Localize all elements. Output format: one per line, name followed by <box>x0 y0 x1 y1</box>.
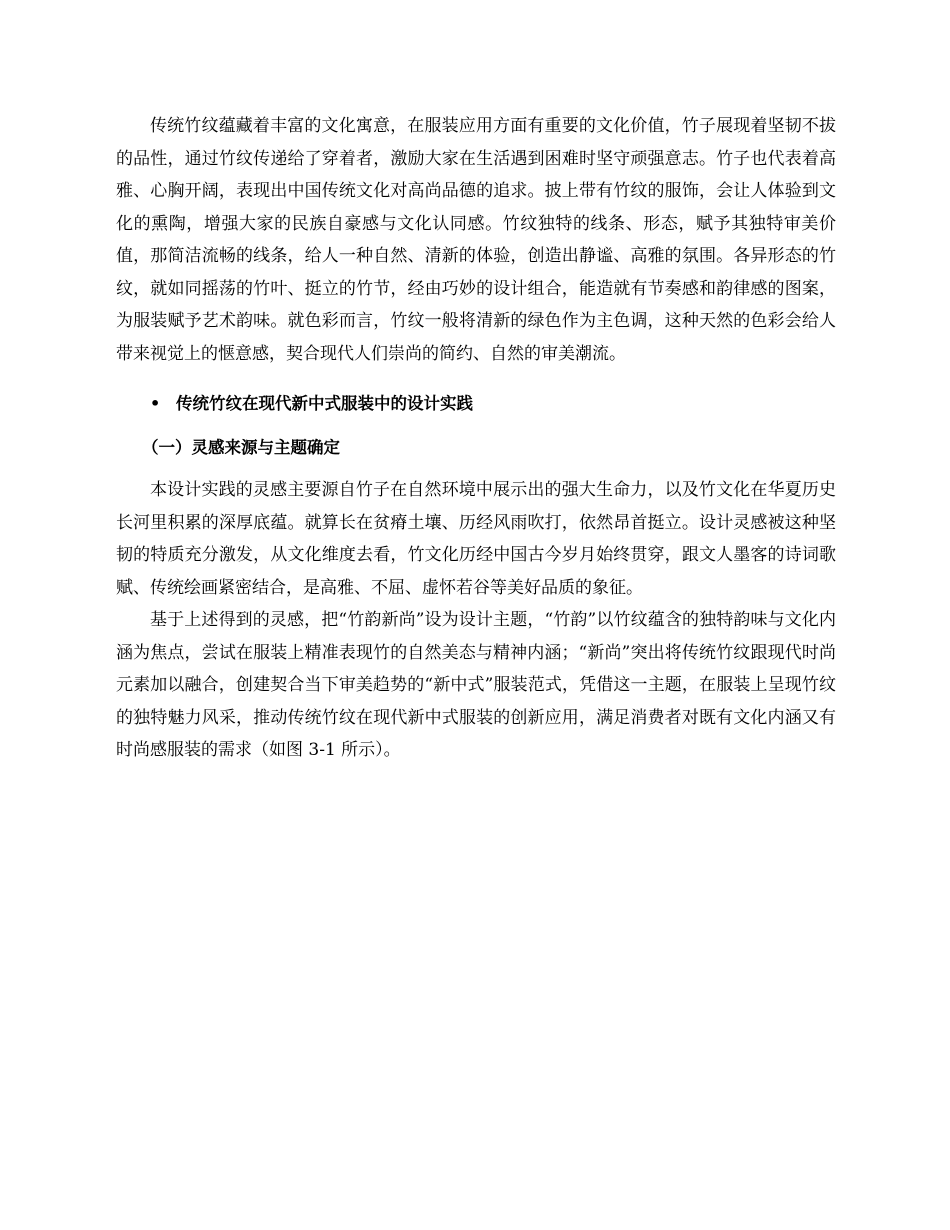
section-heading-text: 传统竹纹在现代新中式服装中的设计实践 <box>176 393 473 413</box>
document-body <box>116 110 836 767</box>
section-heading <box>116 384 836 424</box>
subsection-heading: （一）灵感来源与主题确定 <box>142 438 340 457</box>
paragraph-theme: 基于上述得到的灵感，把“竹韵新尚”设为设计主题，“竹韵”以竹纹蕴含的独特韵味与文化内涵为焦点，尝试在服装上精准表现竹的自然美态与精神内涵；“新尚”突出将传统竹纹跟现代时尚元素加以融合，创建契合当下审美趋势的“新中式”服装范式，凭借这一主题，在服装上呈现竹纹的独特魅力风采，推动传统竹纹在现代新中式服装的创新应用，满足消费者对既有文化内涵又有时尚感服装的需求（如图 3-1 所示）。 <box>116 610 836 760</box>
bullet-icon: • <box>150 393 161 413</box>
paragraph-inspiration: 本设计实践的灵感主要源自竹子在自然环境中展示出的强大生命力，以及竹文化在华夏历史长河里积累的深厚底蕴。就算长在贫瘠土壤、历经风雨吹打，依然昂首挺立。设计灵感被这种坚韧的特质充分激发，从文化维度去看，竹文化历经中国古今岁月始终贯穿，跟文人墨客的诗词歌赋、传统绘画紧密结合，是高雅、不屈、虚怀若谷等美好品质的象征。 <box>116 480 836 598</box>
paragraph-cultural-value: 传统竹纹蕴藏着丰富的文化寓意，在服装应用方面有重要的文化价值，竹子展现着坚韧不拔的品性，通过竹纹传递给了穿着者，激励大家在生活遇到困难时坚守顽强意志。竹子也代表着高雅、心胸开阔，表现出中国传统文化对高尚品德的追求。披上带有竹纹的服饰，会让人体验到文化的熏陶，增强大家的民族自豪感与文化认同感。竹纹独特的线条、形态，赋予其独特审美价值，那简洁流畅的线条，给人一种自然、清新的体验，创造出静谧、高雅的氛围。各异形态的竹纹，就如同摇荡的竹叶、挺立的竹节，经由巧妙的设计组合，能造就有节奏感和韵律感的图案，为服装赋予艺术韵味。就色彩而言，竹纹一般将清新的绿色作为主色调，这种天然的色彩会给人带来视觉上的惬意感，契合现代人们崇尚的简约、自然的审美潮流。 <box>116 116 836 364</box>
